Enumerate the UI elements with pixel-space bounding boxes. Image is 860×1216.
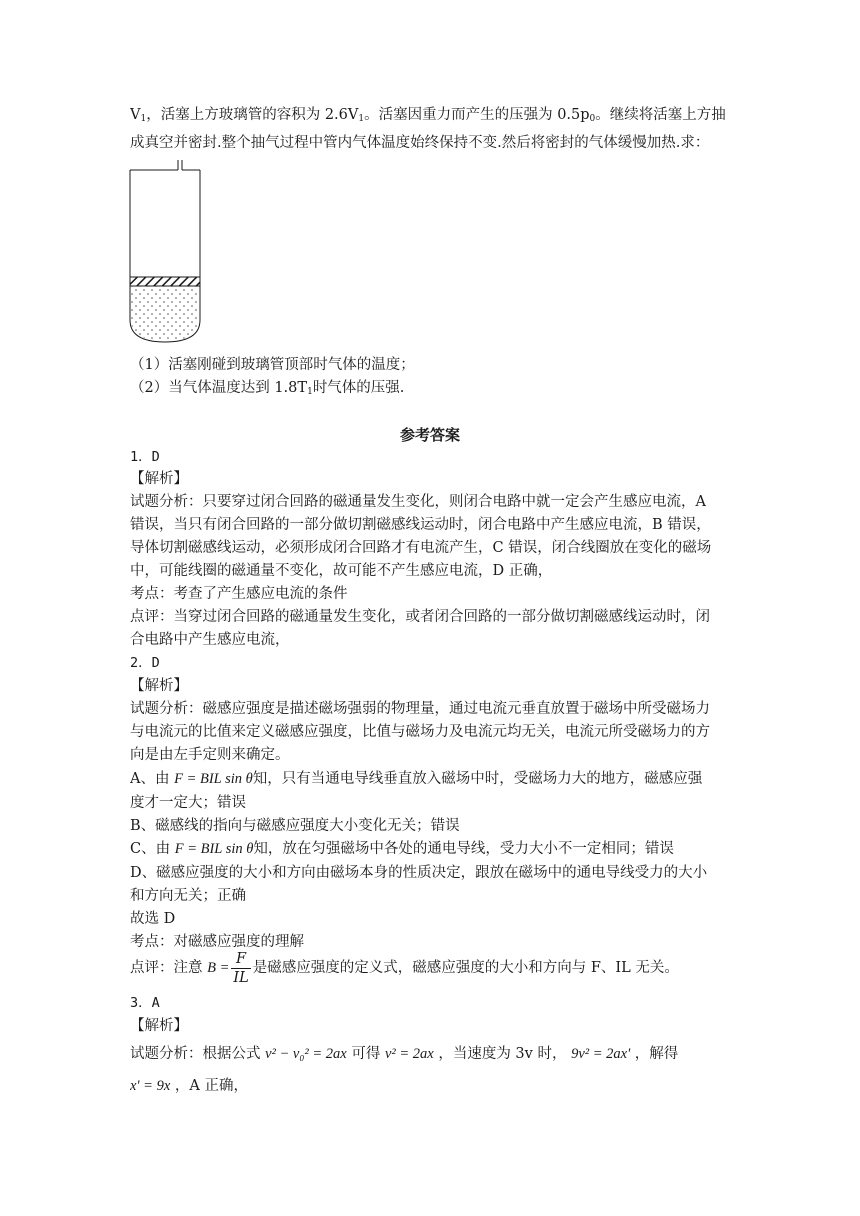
answer-2-option-d-2: 和方向无关；正确 (130, 888, 246, 904)
answer-1-line-3: 导体切割磁感线运动，必须形成闭合回路才有电流产生，C 错误，闭合线圈放在变化的磁场 (130, 540, 712, 556)
answer-2-choice: 故选 D (130, 911, 176, 927)
answer-1-tag: 【解析】 (130, 471, 188, 487)
answer-1-line-4: 中，可能线圈的磁通量不变化，故可能不产生感应电流，D 正确， (130, 563, 553, 579)
answer-2-line-1: 试题分析：磁感应强度是描述磁场强弱的物理量，通过电流元垂直放置于磁场中所受磁场力 (130, 701, 710, 717)
answer-2-line-3: 向是由左手定则来确定。 (130, 747, 290, 763)
answer-2-tag: 【解析】 (130, 678, 188, 694)
answer-2-option-b: B、磁感线的指向与磁感应强度大小变化无关；错误 (130, 818, 460, 834)
answer-1-line-2: 错误，当只有闭合回路的一部分做切割磁感线运动时，闭合电路中产生感应电流，B 错误， (130, 517, 711, 533)
answer-2-line-2: 与电流元的比值来定义磁感应强度，比值与磁场力及电流元均无关，电流元所受磁场力的方 (130, 724, 710, 740)
answer-2-option-c: C、由 F = BIL sin θ知，放在匀强磁场中各处的通电导线，受力大小不一定相同；错误 (130, 841, 674, 857)
answer-3-tag: 【解析】 (130, 1018, 188, 1034)
answer-2-option-a: A、由 F = BIL sin θ知，只有当通电导线垂直放入磁场中时，受磁场力大的地方，磁感应强 (130, 771, 703, 787)
answer-2-option-d-1: D、磁感应强度的大小和方向由磁场本身的性质决定，跟放在磁场中的通电导线受力的大小 (130, 865, 708, 881)
formula-f-bil-sin: F = BIL sin θ (174, 841, 254, 857)
glass-tube-piston-diagram (126, 160, 208, 352)
answer-1-comment-1: 点评：当穿过闭合回路的磁通量发生变化，或者闭合回路的一部分做切割磁感线运动时，闭 (130, 609, 710, 625)
question-1: （1）活塞刚碰到玻璃管顶部时气体的温度； (130, 357, 415, 373)
answer-2-comment: 点评：注意 B = $\frac{F}{IL}$ 是磁感应强度的定义式，磁感应强度的大小和方向与 F、IL 无关。 (130, 950, 679, 986)
problem-text-line-2: 成真空并密封.整个抽气过程中管内气体温度始终保持不变.然后将密封的气体缓慢加热.求： (130, 135, 710, 151)
fraction-f-over-il: $\frac{F}{IL}$ (233, 950, 249, 986)
formula-f-bil-sin: F = BIL sin θ (174, 771, 253, 787)
answer-1-comment-2: 合电路中产生感应电流， (130, 632, 290, 648)
answer-2-option-a-cont: 度才一定大；错误 (130, 795, 246, 811)
answer-1-number: 1．D (130, 449, 160, 465)
answers-heading: 参考答案 (399, 426, 460, 444)
answer-1-kaodian: 考点：考查了产生感应电流的条件 (130, 586, 348, 602)
answer-3-number: 3．A (130, 995, 160, 1011)
answer-2-kaodian: 考点：对磁感应强度的理解 (130, 934, 304, 950)
answer-3-line-2: x' = 9x ，A 正确， (130, 1078, 248, 1094)
question-2: （2）当气体温度达到 $1.8T_1$时气体的压强. (130, 380, 405, 397)
answer-2-number: 2．D (130, 655, 160, 671)
answer-3-line-1: 试题分析：根据公式 v² − v₀² = 2ax 可得 v² = 2ax ，当速度为 3v 时， 9v² = 2ax' ，解得 (130, 1046, 679, 1062)
problem-text-line-1: $V_1$，活塞上方玻璃管的容积为 $2.6V_1$。活塞因重力而产生的压强为 $0.5p_0$。继续将活塞上方抽 (130, 107, 726, 124)
answer-1-line-1: 试题分析：只要穿过闭合回路的磁通量发生变化，则闭合电路中就一定会产生感应电流，A (130, 494, 706, 510)
